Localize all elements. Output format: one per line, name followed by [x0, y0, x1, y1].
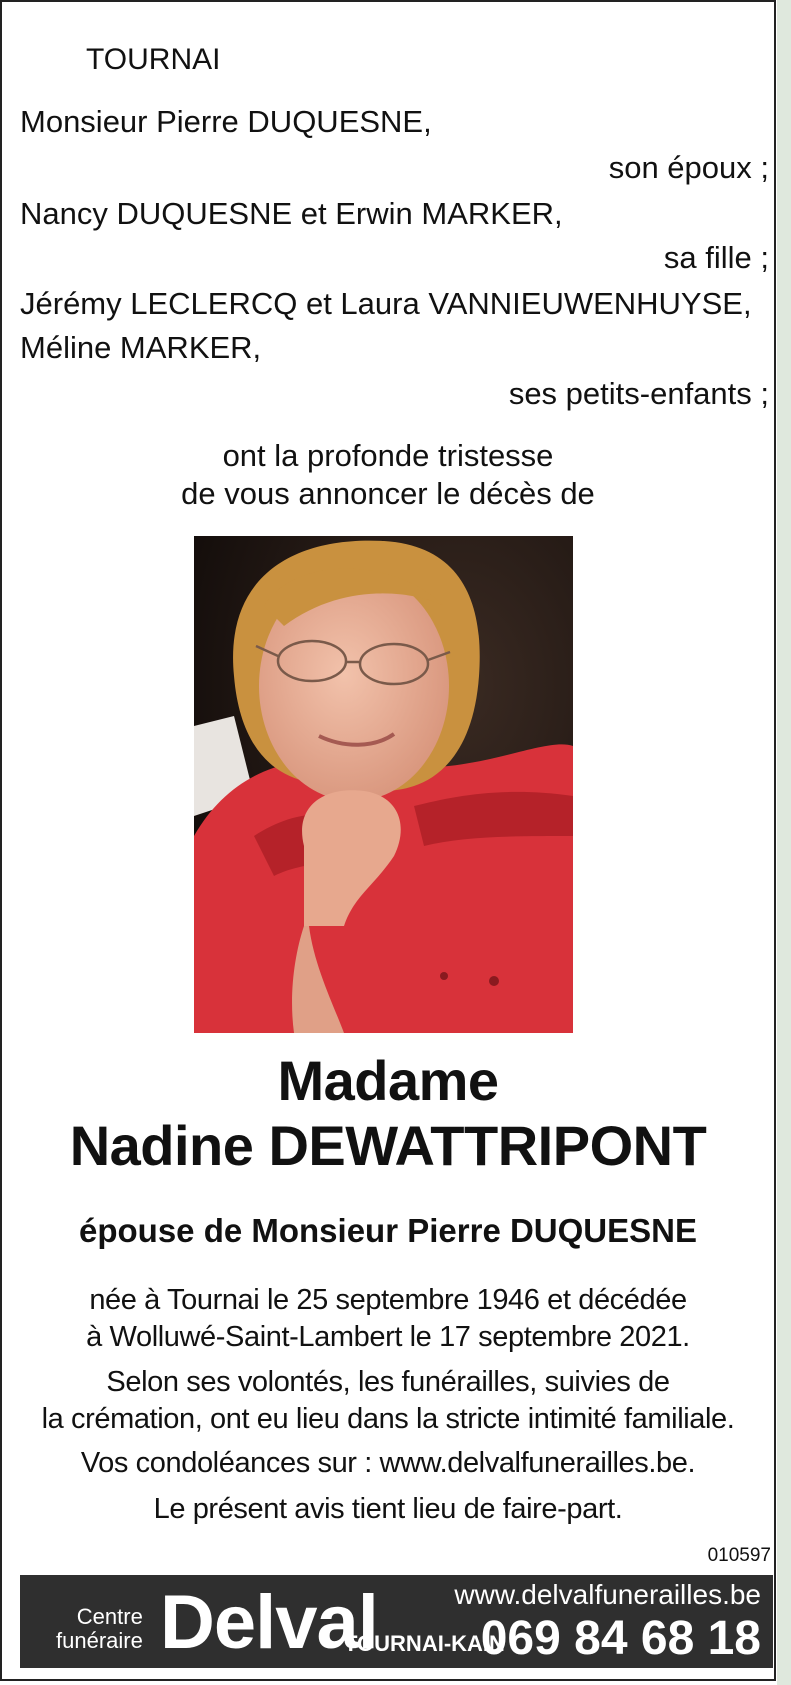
funeral-line-1: Selon ses volontés, les funérailles, suivies de	[106, 1366, 670, 1398]
birth-line: née à Tournai le 25 septembre 1946 et décédée	[89, 1284, 687, 1316]
death-line: à Wolluwé-Saint-Lambert le 17 septembre 2021.	[86, 1321, 690, 1353]
family-role-3: ses petits-enfants ;	[508, 376, 769, 411]
notice-line: Le présent avis tient lieu de faire-part.	[153, 1493, 623, 1525]
website-url: www.delvalfunerailles.be	[454, 1579, 761, 1610]
family-role-1: son époux ;	[608, 150, 769, 185]
family-line-2: Nancy DUQUESNE et Erwin MARKER,	[20, 196, 563, 231]
deceased-name: Nadine DEWATTRIPONT	[69, 1114, 707, 1177]
family-line-1: Monsieur Pierre DUQUESNE,	[20, 104, 432, 139]
announcement-line-1: ont la profonde tristesse	[222, 438, 554, 473]
deceased-title: Madame	[277, 1049, 499, 1112]
announcement-line-2: de vous annoncer le décès de	[181, 476, 595, 511]
deceased-portrait	[194, 536, 573, 1033]
centre-funeraire-label	[56, 1605, 143, 1653]
phone-number: 069 84 68 18	[480, 1612, 761, 1665]
location-label: TOURNAI-KAIN	[344, 1631, 505, 1656]
brand-logo: Delval	[160, 1580, 378, 1665]
condolences-line: Vos condoléances sur : www.delvalfunerailles.be.	[80, 1447, 696, 1479]
funeral-line-2: la crémation, ont eu lieu dans la stricte intimité familiale.	[41, 1403, 735, 1435]
family-role-2: sa fille ;	[663, 240, 769, 275]
right-margin-bar	[777, 0, 791, 1685]
family-line-3: Jérémy LECLERCQ et Laura VANNIEUWENHUYSE,	[20, 286, 752, 321]
funeral-home-banner	[20, 1575, 773, 1668]
centre-label: Centre	[76, 1604, 143, 1629]
reference-number: 010597	[707, 1545, 771, 1566]
funeraire-label: funéraire	[56, 1628, 143, 1653]
city-heading: TOURNAI	[86, 43, 221, 76]
deceased-spouse: épouse de Monsieur Pierre DUQUESNE	[79, 1212, 697, 1249]
family-line-4: Méline MARKER,	[20, 330, 262, 365]
